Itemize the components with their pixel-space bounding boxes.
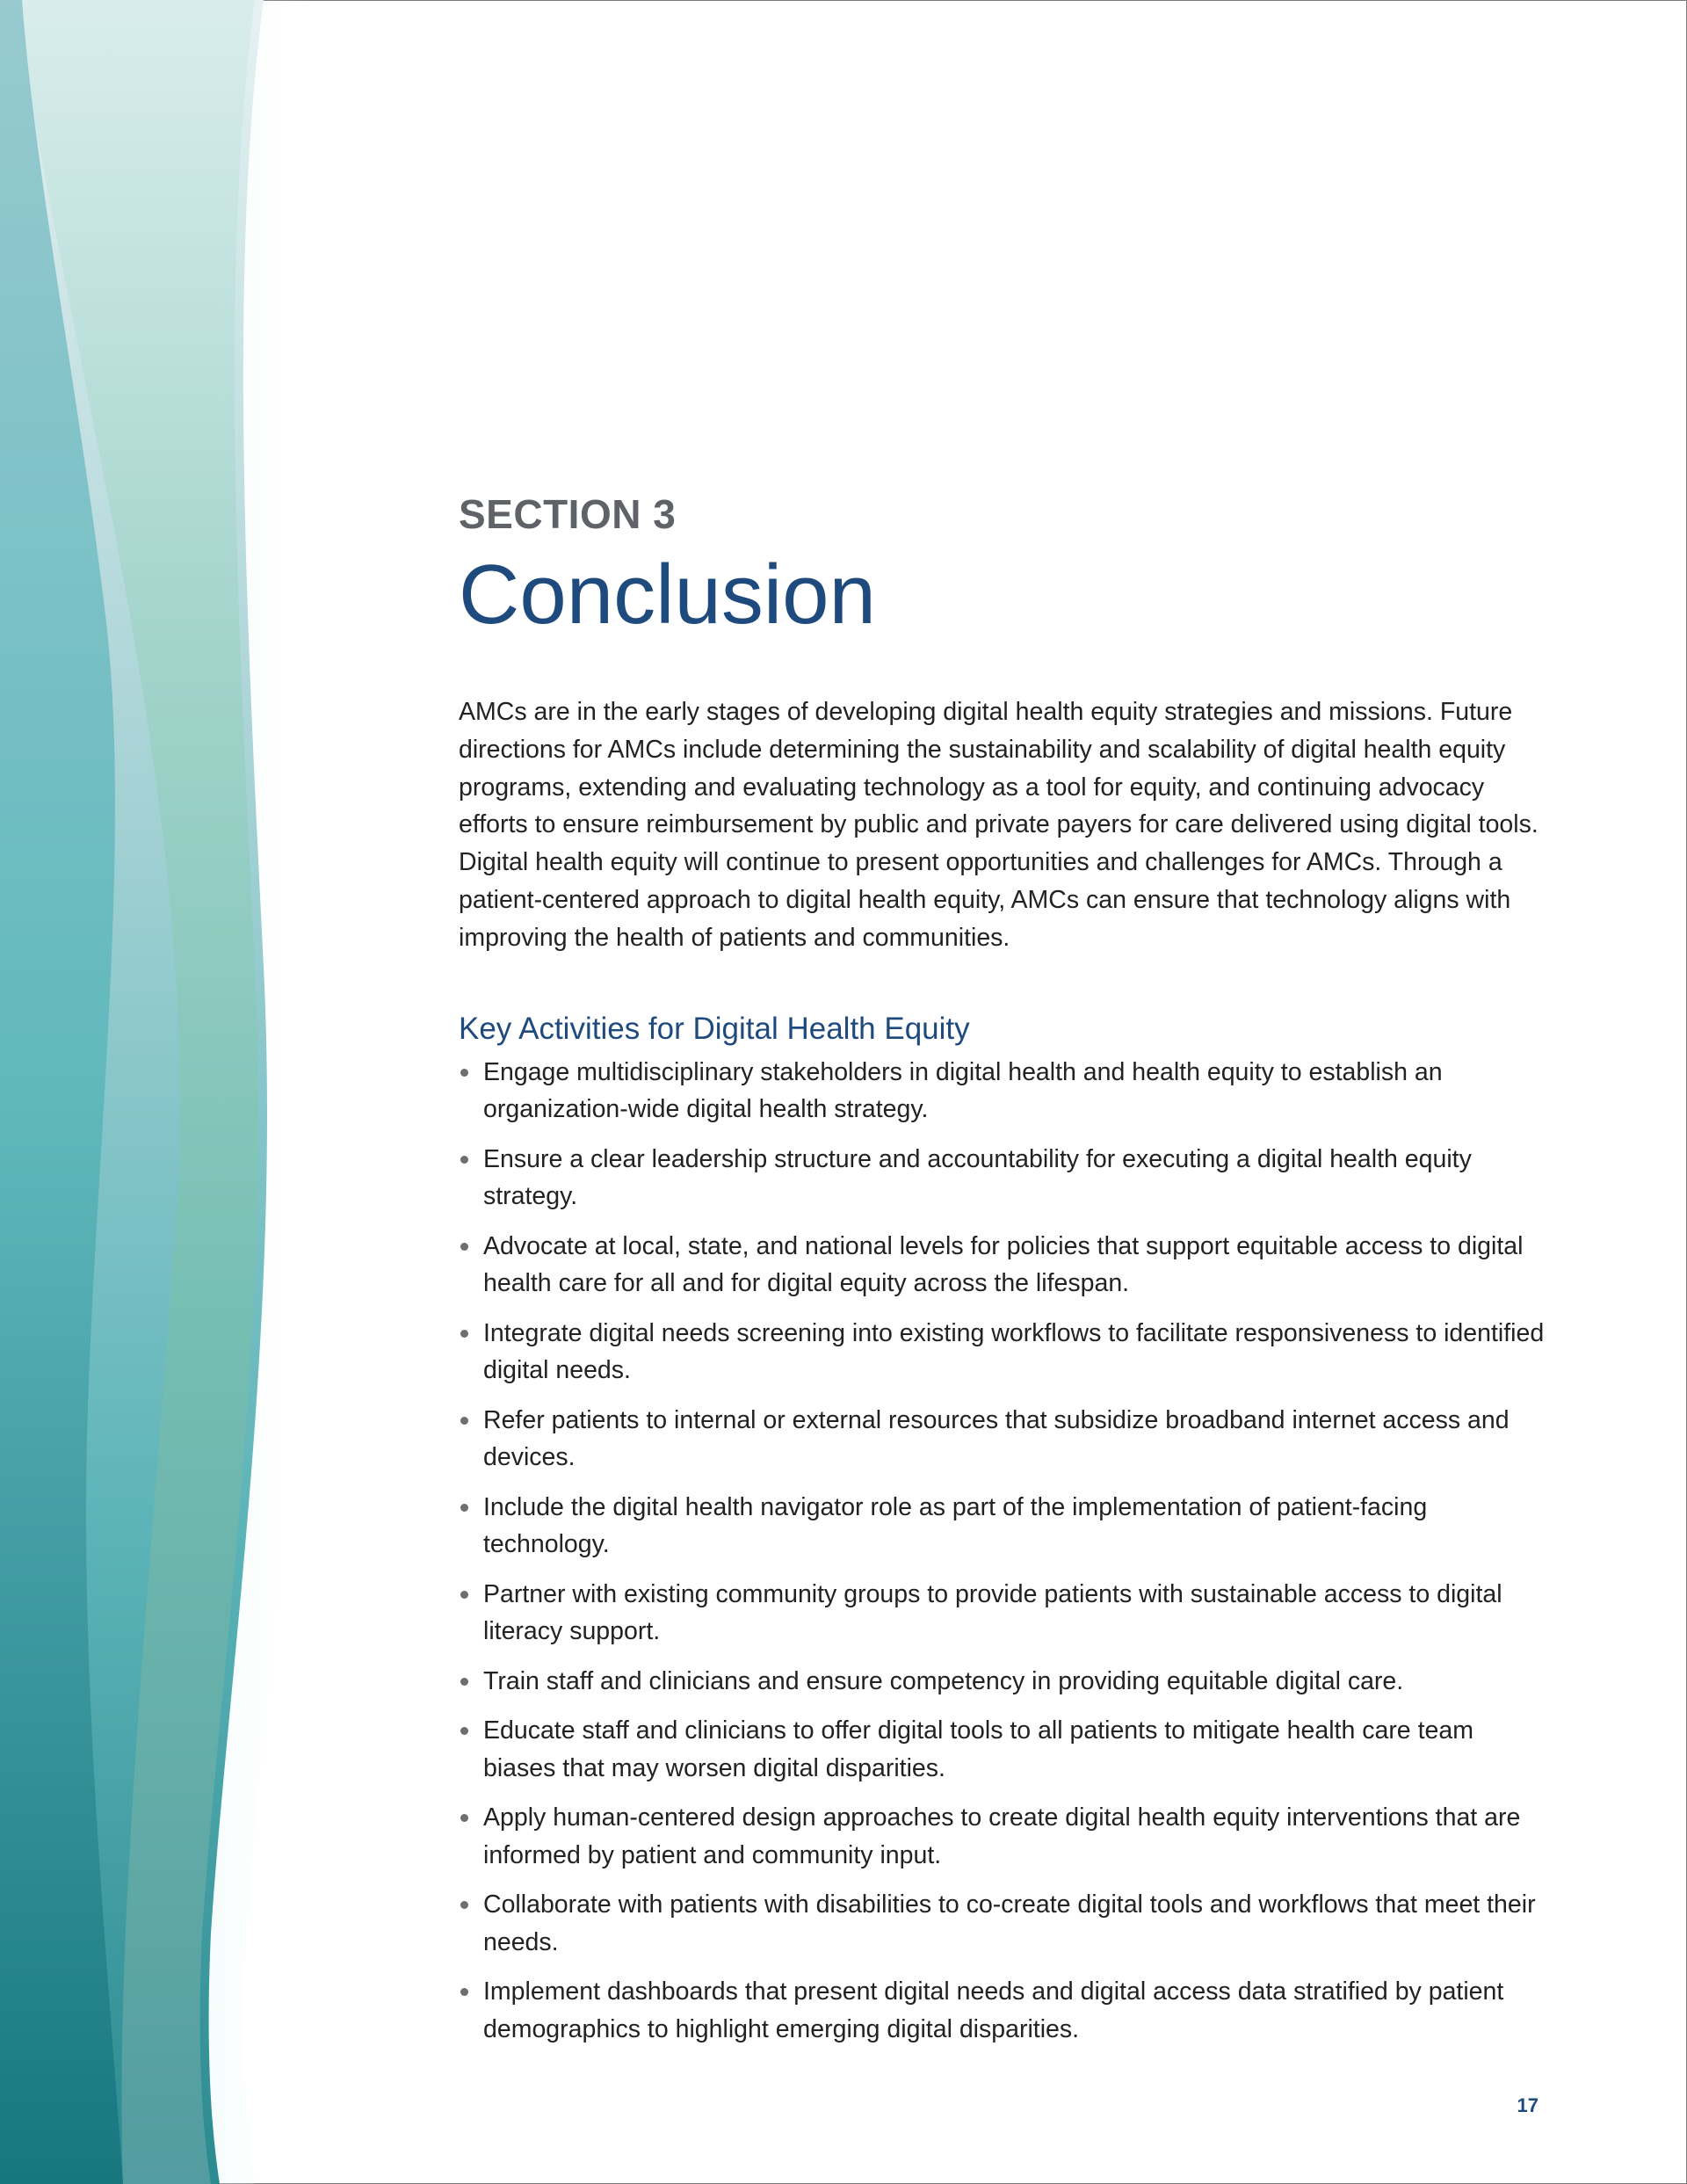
list-item-text: Include the digital health navigator role as part of the implementation of patient-facing technology. [483, 1492, 1428, 1559]
list-item [459, 1576, 1548, 1651]
list-item-text: Educate staff and clinicians to offer digital tools to all patients to mitigate health care team biases that may worsen digital disparities. [483, 1716, 1473, 1782]
list-item [459, 1315, 1548, 1389]
list-item [459, 1799, 1548, 1874]
list-item [459, 1141, 1548, 1215]
list-item [459, 1886, 1548, 1961]
main-content [459, 488, 1548, 2060]
section-label: SECTION 3 [459, 491, 677, 537]
key-activities-heading: Key Activities for Digital Health Equity [459, 1011, 970, 1046]
list-item-text: Integrate digital needs screening into existing workflows to facilitate responsiveness to identified digital needs. [483, 1318, 1545, 1385]
list-item-text: Implement dashboards that present digital needs and digital access data stratified by patient demographics to highlight emerging digital disparities. [483, 1977, 1504, 2043]
list-item [459, 1054, 1548, 1128]
list-item-text: Train staff and clinicians and ensure competency in providing equitable digital care. [483, 1666, 1404, 1695]
bullet-dot-icon [460, 1678, 468, 1686]
decorative-wave-art [0, 0, 369, 2184]
bullet-dot-icon [460, 1330, 468, 1338]
list-item [459, 1402, 1548, 1477]
list-item [459, 1663, 1548, 1701]
bullet-dot-icon [460, 1156, 468, 1164]
bullet-dot-icon [460, 1417, 468, 1425]
list-item [459, 1489, 1548, 1564]
list-item-text: Refer patients to internal or external resources that subsidize broadband internet access and devices. [483, 1405, 1510, 1472]
bullet-dot-icon [460, 1504, 468, 1512]
page-number: 17 [1517, 2094, 1539, 2116]
list-item-text: Collaborate with patients with disabilities to co-create digital tools and workflows that meet their needs. [483, 1890, 1536, 1956]
list-item [459, 1712, 1548, 1787]
bullet-dot-icon [460, 1901, 468, 1909]
bullet-dot-icon [460, 1591, 468, 1599]
list-item-text: Ensure a clear leadership structure and accountability for executing a digital health equity strategy. [483, 1144, 1472, 1211]
list-item [459, 1228, 1548, 1302]
list-item-text: Engage multidisciplinary stakeholders in digital health and health equity to establish an organization-wide digital health strategy. [483, 1057, 1443, 1124]
list-item-text: Apply human-centered design approaches to create digital health equity interventions that are informed by patient and community input. [483, 1803, 1521, 1869]
list-item-text: Partner with existing community groups to provide patients with sustainable access to digital literacy support. [483, 1579, 1502, 1646]
intro-paragraph: AMCs are in the early stages of developing digital health equity strategies and missions. Future directions for AMCs include determining the sustainability and scalability of digital health equity programs, extending and evaluating technology as a tool for equity, and continuing advocacy efforts to ensure reimbursement by public and private payers for care delivered using digital tools. Digital health equity will continue to present opportunities and challenges for AMCs. Through a patient-centered approach to digital health equity, AMCs can ensure that technology aligns with improving the health of patients and communities. [459, 698, 1539, 952]
bullet-dot-icon [460, 1727, 468, 1735]
bullet-dot-icon [460, 1243, 468, 1251]
bullet-dot-icon [460, 1814, 468, 1822]
list-item-text: Advocate at local, state, and national levels for policies that support equitable access to digital health care for all and for digital equity across the lifespan. [483, 1231, 1524, 1298]
list-item [459, 1973, 1548, 2048]
page-title: Conclusion [459, 548, 876, 642]
bullet-dot-icon [460, 1988, 468, 1996]
key-activities-list [459, 1054, 1548, 2049]
bullet-dot-icon [460, 1069, 468, 1077]
